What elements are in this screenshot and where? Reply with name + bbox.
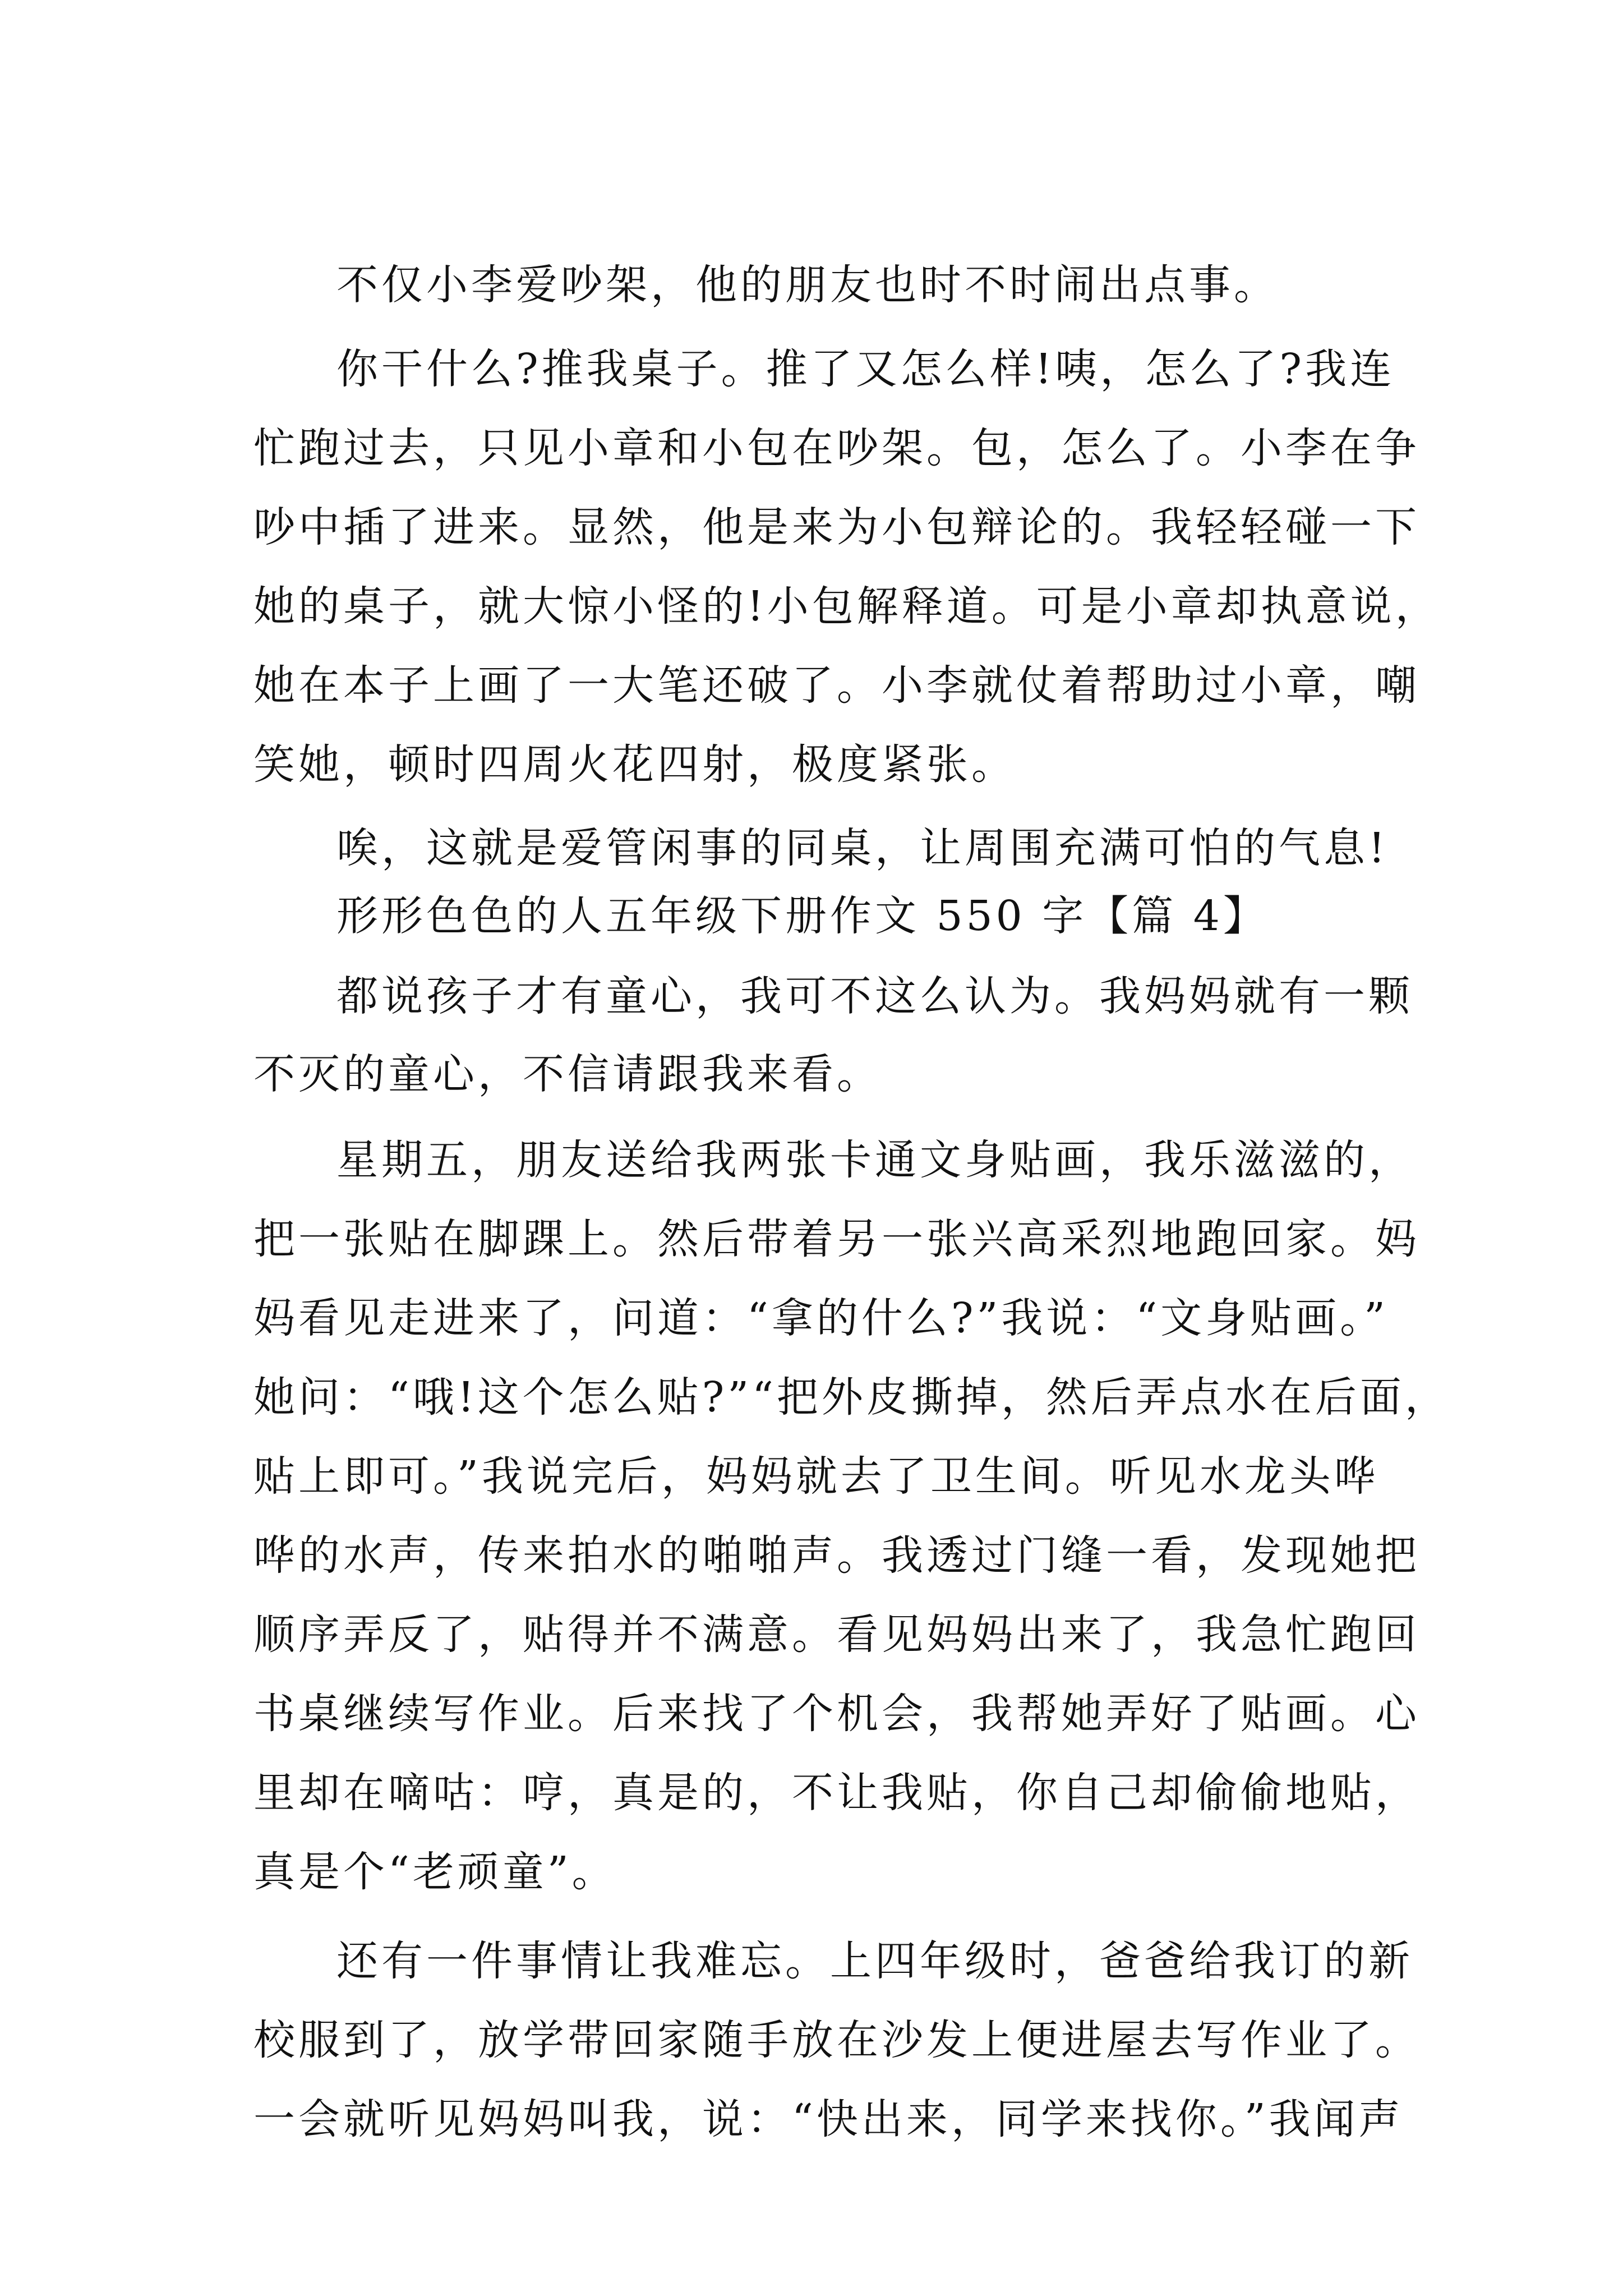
- paragraph-line: 哗的水声，传来拍水的啪啪声。我透过门缝一看，发现她把: [253, 1531, 1420, 1580]
- paragraph-line: 书桌继续写作业。后来找了个机会，我帮她弄好了贴画。心: [253, 1690, 1420, 1738]
- paragraph-line: 把一张贴在脚踝上。然后带着另一张兴高采烈地跑回家。妈: [253, 1215, 1420, 1263]
- paragraph-line: 顺序弄反了，贴得并不满意。看见妈妈出来了，我急忙跑回: [253, 1611, 1420, 1659]
- section-heading: 形形色色的人五年级下册作文 550 字【篇 4】: [336, 892, 1268, 940]
- paragraph-line: 妈看见走进来了，问道：“拿的什么?”我说：“文身贴画。”: [253, 1294, 1389, 1342]
- paragraph-line: 星期五，朋友送给我两张卡通文身贴画，我乐滋滋的，: [336, 1136, 1413, 1184]
- paragraph-line: 她问：“哦!这个怎么贴?”“把外皮撕掉，然后弄点水在后面，: [253, 1373, 1450, 1421]
- paragraph-line: 真是个“老顽童”。: [253, 1848, 617, 1896]
- paragraph-line: 不仅小李爱吵架，他的朋友也时不时闹出点事。: [336, 261, 1279, 309]
- paragraph-line: 都说孩子才有童心，我可不这么认为。我妈妈就有一颗: [336, 972, 1413, 1020]
- paragraph-line: 校服到了，放学带回家随手放在沙发上便进屋去写作业了。: [253, 2016, 1420, 2064]
- paragraph-line: 忙跑过去，只见小章和小包在吵架。包，怎么了。小李在争: [253, 424, 1420, 472]
- paragraph-line: 贴上即可。”我说完后，妈妈就去了卫生间。听见水龙头哗: [253, 1452, 1379, 1501]
- paragraph-line: 还有一件事情让我难忘。上四年级时，爸爸给我订的新: [336, 1937, 1413, 1985]
- paragraph-line: 里却在嘀咕：哼，真是的，不让我贴，你自己却偷偷地贴，: [253, 1769, 1420, 1817]
- paragraph-line: 你干什么?推我桌子。推了又怎么样!咦，怎么了?我连: [336, 345, 1395, 393]
- paragraph-line: 吵中插了进来。显然，他是来为小包辩论的。我轻轻碰一下: [253, 503, 1420, 551]
- paragraph-line: 她在本子上画了一大笔还破了。小李就仗着帮助过小章，嘲: [253, 661, 1420, 710]
- paragraph-line: 她的桌子，就大惊小怪的!小包解释道。可是小章却执意说，: [253, 582, 1440, 631]
- paragraph-line: 笑她，顿时四周火花四射，极度紧张。: [253, 740, 1016, 789]
- paragraph-line: 唉，这就是爱管闲事的同桌，让周围充满可怕的气息!: [336, 824, 1389, 872]
- paragraph-line: 不灭的童心，不信请跟我来看。: [253, 1050, 882, 1098]
- paragraph-line: 一会就听见妈妈叫我，说：“快出来，同学来找你。”我闻声: [253, 2095, 1404, 2143]
